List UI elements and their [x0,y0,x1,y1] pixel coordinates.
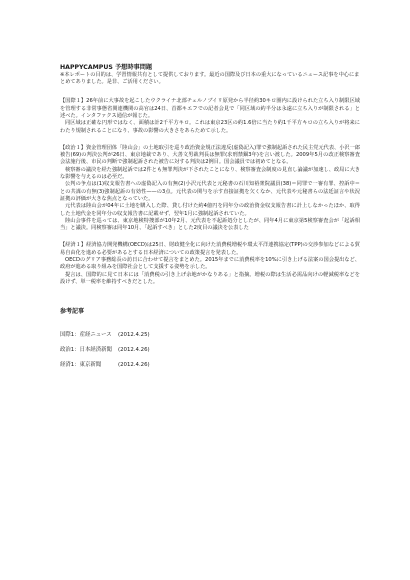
section-paragraph: 公判の争点は(1)収支報告書への虚偽記入の有無(2)小沢元代表と元秘書の石川知裕衆院議員(38)＝同罪で一審有罪、控訴中＝との共謀の有無(3)強制起訴の有効性——の3点。元代表の関与を示す直接証拠を欠くなか、元代表や元秘書らの法廷証言や状況証拠の評価が大きな焦点となっていた。 [60,181,360,202]
section-paragraph: 【政治１】資金管理団体「陸山会」の土地取引を巡り政治資金規正法違反(虚偽記入)罪で強制起訴された民主党元代表、小沢一郎被告(69)の判決公判が26日、東京地裁であり、大善文男裁判長は無罪(求刑禁錮3年)を言い渡した。2009年5月の改正検察審査会法施行後、市民の判断で強制起訴された被告に対する判決は2例目。国会議員では初めてとなる。 [60,144,360,166]
references-heading: 参考記事 [60,308,85,316]
reference-item [60,362,360,369]
section-international [60,98,360,134]
section-paragraph: OECDのグリア事務総長の訪日に合わせて提言をまとめた。2015年までに消費税率を10%に引き上げる法案の国会提出など、政府が進める取り組みを国際社会として支援する姿勢を示した。 [60,257,360,271]
document-title: HAPPYCAMPUS 予想時事問題 [60,64,153,71]
document-content [60,64,360,377]
section-paragraph: 【国際１】26年前に大事故を起こしたウクライナ北部チェルノブイリ原発から半径約30キロ圏内に設けられた立ち入り制限区域を管理する非常事態省関連機関の高官は24日、首都キエフでの記者会見で「同区域の約半分は永遠に立ち入りが制限される」と述べた。インタファクス通信が報じた。 [60,98,360,119]
reference-date: (2012.4.25) [118,332,150,339]
reference-source: 経済1：東京新聞 [60,362,102,369]
section-paragraph: 提言は、国際的に見て日本には「消費税の引き上げ余地がかなりある」と指摘。増税の際は生活必需品向けの軽減税率などを設けず、単一税率を維持すべきだとした。 [60,271,360,285]
section-economy [60,242,360,286]
reference-item [60,332,360,339]
reference-source: 政治1：日本経済新聞 [60,347,112,354]
reference-source: 国際1：産経ニュース [60,332,112,339]
section-paragraph: 検察審の議決を経た強制起訴では2件とも無罪判決が下されたことになり、検察審査会制度の見直し論議が加速し、政局に大きな影響を与えるのは必至だ。 [60,166,360,181]
document-intro: ※本レポートの目的は、学習情報共有として提供しております。最近の国際及び日本の重大になっているニュース記事を中心にまとめてありました。是非、ご活用ください。 [60,72,360,86]
reference-date: (2012.4.26) [118,362,150,369]
section-paragraph: 元代表は陸山会が04年に土地を購入した際、貸し付けた約4億円を同年分の政治資金収支報告書に計上しなかったほか、取得した土地代金を同年分の収支報告書に記載せず、翌年1月に強制起訴されていた。 [60,203,360,217]
reference-date: (2012.4.26) [118,347,150,354]
section-politics [60,145,360,233]
section-paragraph: 同区域は正確な円形ではなく、面積は計2千平方キロ。これは東京23区の約1.6倍に当たり約1千平方キロの立ち入りが将来にわたり規制されることになり、事故の影響の大きさをあらためて示した。 [60,120,360,134]
section-paragraph: 【経済１】経済協力開発機構(OECD)は25日、財政健全化に向けた消費税増税や環太平洋連携協定(TPP)の交渉参加などによる貿易自由化を進める必要があるとする日本経済についての政策提言を発表した。 [60,242,360,256]
section-paragraph: 陸山会事件を巡っては、東京地検特捜部が10年2月、元代表を不起訴処分としたが、同年4月に東京第5検察審査会が「起訴相当」と議決。同検察審は同年10月、「起訴すべき」とした2度目の議決を公表した [60,217,360,232]
references-list [60,332,360,369]
reference-item [60,347,360,354]
